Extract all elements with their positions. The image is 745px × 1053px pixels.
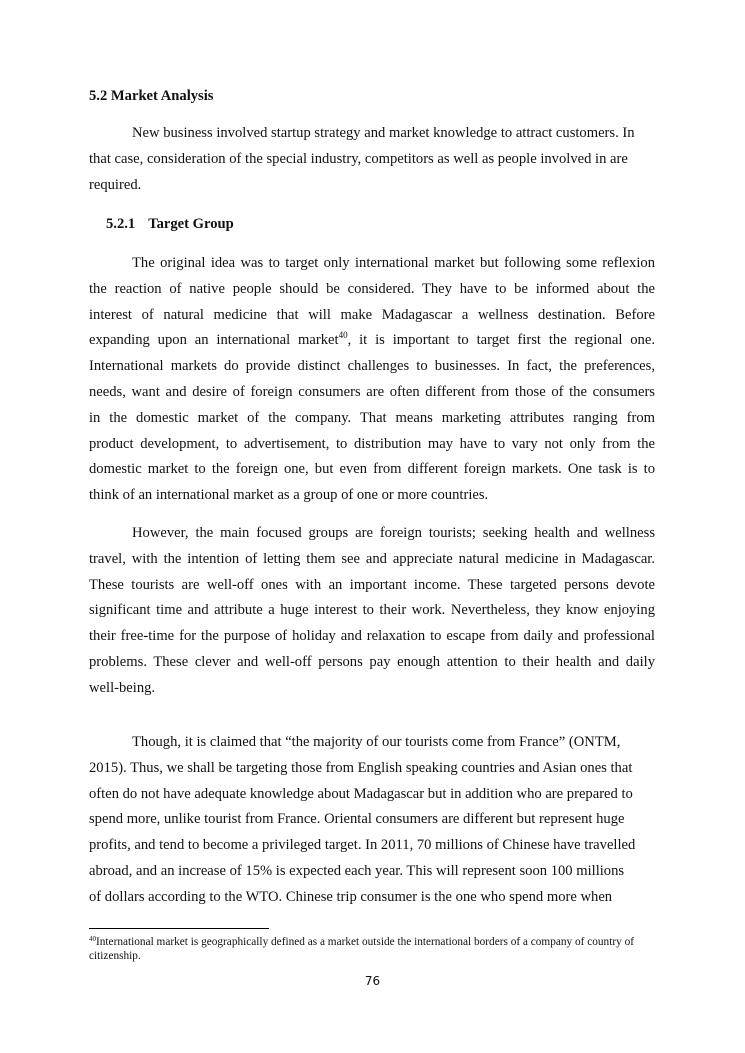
footnote-rule [89,928,269,929]
text-line: required. [89,176,142,193]
text-line: of dollars according to the WTO. Chinese trip consumer is the one who spend more when [89,888,613,905]
text-line: Though, it is claimed that “the majority of our tourists come from France” (ONTM, [132,734,621,750]
text-line: their free-time for the purpose of holiday and relaxation to escape from daily and professional [89,628,655,645]
text-line [89,328,655,354]
text-segment: expanding upon an international market [89,332,339,349]
subsection-number: 5.2.1 [106,216,136,232]
text-line: needs, want and desire of foreign consumers are often different from those of the consumers [89,383,655,400]
paragraph-target-2 [89,521,655,702]
text-line: spend more, unlike tourist from France. Oriental consumers are different but represent huge [89,811,625,828]
text-line: domestic market to the foreign one, but even from different foreign markets. One task is to [89,461,655,478]
text-line: These tourists are well-off ones with an important income. These targeted persons devote [89,576,655,593]
footnote-text: International market is geographically defined as a market outside the international borders of a company of country of citizenship. [89,936,634,962]
subsection-title: Target Group [148,216,234,232]
paragraph-target-3 [89,730,655,911]
text-line: well-being. [89,679,156,696]
text-line: in the domestic market of the company. That means marketing attributes ranging from [89,409,655,426]
footnote-marker: 40 [89,935,96,943]
paragraph-target-1 [89,251,655,509]
text-line: travel, with the intention of letting them see and appreciate natural medicine in Madagascar. [89,550,655,567]
text-line: significant time and attribute a huge interest to their work. Nevertheless, they know enjoying [89,602,655,619]
text-line: often do not have adequate knowledge about Madagascar but in addition who are prepared to [89,785,633,802]
page-number: 76 [364,974,381,988]
text-line: The original idea was to target only international market but following some reflexion [132,255,655,271]
text-line: New business involved startup strategy and market knowledge to attract customers. In [132,125,635,141]
text-line: think of an international market as a group of one or more countries. [89,487,489,504]
intro-paragraph [89,121,655,198]
text-line: However, the main focused groups are foreign tourists; seeking health and wellness [132,525,655,541]
subsection-heading [106,216,234,233]
text-line: abroad, and an increase of 15% is expected each year. This will represent soon 100 millions [89,862,625,879]
text-line: International markets do provide distinct challenges to businesses. In fact, the preferences, [89,358,655,375]
text-line: the reaction of native people should be considered. They have to be informed about the [89,280,655,297]
footnote [89,935,655,963]
text-line: that case, consideration of the special industry, competitors as well as people involved in are [89,150,628,167]
section-heading: 5.2 Market Analysis [89,88,214,104]
text-line: profits, and tend to become a privileged target. In 2011, 70 millions of Chinese have travelled [89,837,636,854]
text-line: product development, to advertisement, to distribution may have to vary not only from the [89,435,655,452]
text-line: interest of natural medicine that will make Madagascar a wellness destination. Before [89,306,655,323]
footnote-reference: 40 [338,330,348,341]
text-line: 2015). Thus, we shall be targeting those from English speaking countries and Asian ones that [89,759,633,776]
text-line: problems. These clever and well-off persons pay enough attention to their health and daily [89,653,655,670]
text-segment: , it is important to target first the regional one. [347,332,655,349]
